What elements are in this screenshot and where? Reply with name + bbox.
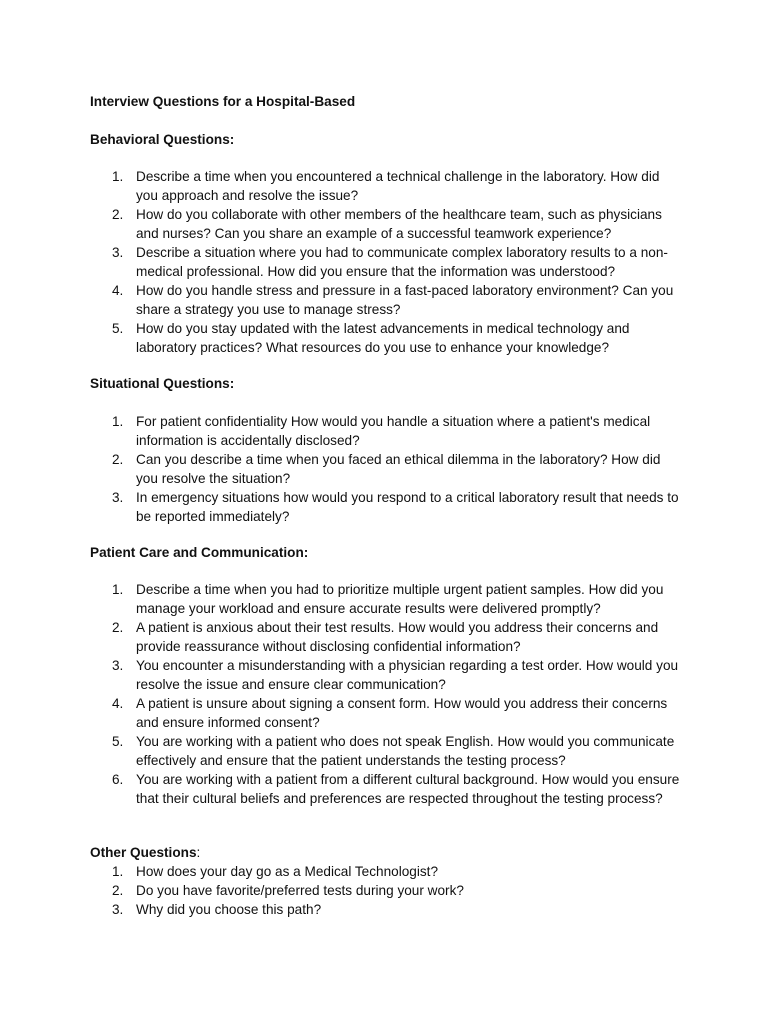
section-heading-suffix: : [196,845,201,860]
list-item [0,450,768,488]
other-question-list [0,862,768,919]
list-item [0,488,768,526]
list-item-number: 1. [112,864,124,879]
list-item-number: 3. [112,490,124,505]
list-item-number: 2. [112,883,124,898]
page-title: Interview Questions for a Hospital-Based [90,94,356,109]
behavioral-question-list [0,167,768,357]
list-item-text: You are working with a patient who does not speak English. How would you communicate effectively and ensure that the patient understands the testing process? [136,734,675,768]
list-item [0,862,768,881]
list-item-text: Describe a time when you had to prioritize multiple urgent patient samples. How did you manage your workload and ensure accurate results were delivered promptly? [136,582,664,616]
list-item-text: Describe a time when you encountered a technical challenge in the laboratory. How did you approach and resolve the issue? [136,169,660,203]
section-heading-patient-care [90,543,308,562]
patient-care-question-list [0,580,768,808]
list-item [0,319,768,357]
section-heading-text: Situational Questions: [90,376,235,391]
list-item-text: Describe a situation where you had to communicate complex laboratory results to a non-medical professional. How did you ensure that the information was understood? [136,245,668,279]
section-heading-text: Patient Care and Communication: [90,545,309,560]
list-item [0,770,768,808]
section-heading-text: Behavioral Questions: [90,132,235,147]
list-item-number: 3. [112,658,124,673]
list-item-text: Can you describe a time when you faced an ethical dilemma in the laboratory? How did you resolve the situation? [136,452,661,486]
section-heading-behavioral [90,130,234,149]
list-item-text: You are working with a patient from a different cultural background. How would you ensure that their cultural beliefs and preferences are respected throughout the testing process? [136,772,680,806]
list-item-number: 2. [112,207,124,222]
list-item [0,281,768,319]
list-item-text: Why did you choose this path? [136,902,322,917]
list-item-text: How do you collaborate with other members of the healthcare team, such as physicians and nurses? Can you share an example of a successful teamwork experience? [136,207,662,241]
list-item-text: How do you handle stress and pressure in a fast-paced laboratory environment? Can you share a strategy you use to manage stress? [136,283,674,317]
list-item-text: A patient is unsure about signing a consent form. How would you address their concerns and ensure informed consent? [136,696,668,730]
list-item-number: 2. [112,452,124,467]
list-item-number: 1. [112,414,124,429]
list-item [0,656,768,694]
list-item [0,881,768,900]
section-heading-other [90,843,200,862]
list-item-text: How does your day go as a Medical Technologist? [136,864,439,879]
list-item-text: For patient confidentiality How would you handle a situation where a patient's medical information is accidentally disclosed? [136,414,651,448]
list-item-text: In emergency situations how would you respond to a critical laboratory result that needs to be reported immediately? [136,490,679,524]
list-item-text: A patient is anxious about their test results. How would you address their concerns and provide reassurance without disclosing confidential information? [136,620,659,654]
section-heading-text: Other Questions [90,845,197,860]
list-item-number: 6. [112,772,124,787]
list-item [0,205,768,243]
list-item-number: 5. [112,321,124,336]
list-item [0,618,768,656]
list-item [0,412,768,450]
list-item-number: 3. [112,245,124,260]
list-item-number: 2. [112,620,124,635]
list-item [0,243,768,281]
list-item-number: 3. [112,902,124,917]
list-item-number: 4. [112,696,124,711]
list-item-text: You encounter a misunderstanding with a physician regarding a test order. How would you resolve the issue and ensure clear communication? [136,658,679,692]
list-item [0,732,768,770]
list-item-number: 1. [112,582,124,597]
situational-question-list [0,412,768,526]
list-item [0,900,768,919]
list-item-number: 4. [112,283,124,298]
list-item-number: 5. [112,734,124,749]
list-item-text: How do you stay updated with the latest advancements in medical technology and laboratory practices? What resources do you use to enhance your knowledge? [136,321,630,355]
list-item-text: Do you have favorite/preferred tests during your work? [136,883,464,898]
list-item [0,694,768,732]
list-item-number: 1. [112,169,124,184]
list-item [0,580,768,618]
list-item [0,167,768,205]
section-heading-situational [90,374,234,393]
